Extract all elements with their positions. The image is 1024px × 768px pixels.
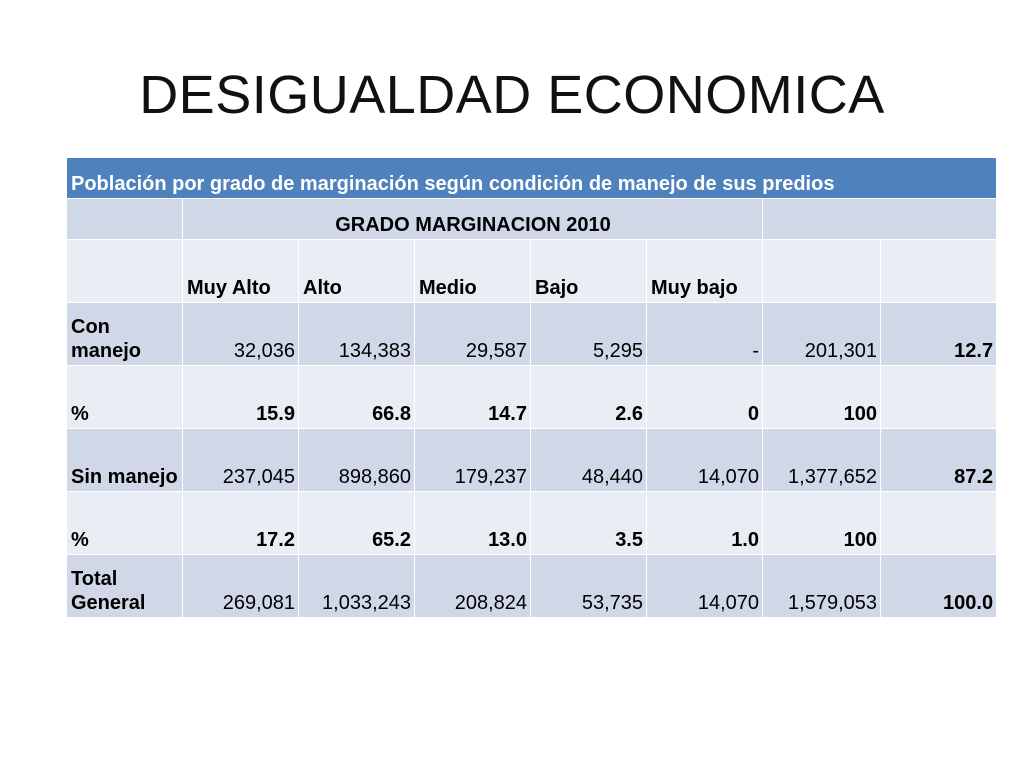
table-cell: 1.0 [647,492,763,555]
table-cell: 14.7 [415,366,531,429]
table-cell: 100 [763,492,881,555]
table-row [67,366,997,429]
header-empty-cell [67,199,183,240]
table-cell [881,366,997,429]
table-cell: 100 [763,366,881,429]
table-cell: - [647,303,763,366]
table-cell: 898,860 [299,429,415,492]
header-empty-cell [763,199,997,240]
column-header [67,240,183,303]
table-cell: 87.2 [881,429,997,492]
table-cell: 201,301 [763,303,881,366]
row-label: Con manejo [67,303,183,366]
column-header [763,240,881,303]
table-cell: 0 [647,366,763,429]
table-cell: 17.2 [183,492,299,555]
table-cell: 66.8 [299,366,415,429]
table-cell: 14,070 [647,555,763,618]
table-caption: Población por grado de marginación según condición de manejo de sus predios [67,158,997,199]
table-row [67,303,997,366]
table-row [67,492,997,555]
column-header-bajo: Bajo [531,240,647,303]
table-cell: 14,070 [647,429,763,492]
table-cell: 1,579,053 [763,555,881,618]
table-cell: 29,587 [415,303,531,366]
table-cell: 2.6 [531,366,647,429]
column-header-medio: Medio [415,240,531,303]
slide-title: DESIGUALDAD ECONOMICA [139,65,885,125]
row-label: % [67,492,183,555]
row-label: Total General [67,555,183,618]
group-header: GRADO MARGINACION 2010 [183,199,763,240]
table-cell: 5,295 [531,303,647,366]
marginacion-table [66,157,997,618]
table-cell: 48,440 [531,429,647,492]
row-label: Sin manejo [67,429,183,492]
table-cell: 208,824 [415,555,531,618]
table-cell: 32,036 [183,303,299,366]
table-cell: 1,377,652 [763,429,881,492]
table-row [67,555,997,618]
table-cell: 237,045 [183,429,299,492]
column-header-muy-alto: Muy Alto [183,240,299,303]
table-cell: 13.0 [415,492,531,555]
column-header [881,240,997,303]
table-row [67,429,997,492]
table-cell: 53,735 [531,555,647,618]
table-cell: 1,033,243 [299,555,415,618]
row-label: % [67,366,183,429]
table-cell: 100.0 [881,555,997,618]
table-cell: 15.9 [183,366,299,429]
table-cell: 179,237 [415,429,531,492]
column-header-alto: Alto [299,240,415,303]
column-header-muy-bajo: Muy bajo [647,240,763,303]
table-cell [881,492,997,555]
table-cell: 269,081 [183,555,299,618]
table-cell: 12.7 [881,303,997,366]
table-cell: 134,383 [299,303,415,366]
table-cell: 65.2 [299,492,415,555]
table-cell: 3.5 [531,492,647,555]
